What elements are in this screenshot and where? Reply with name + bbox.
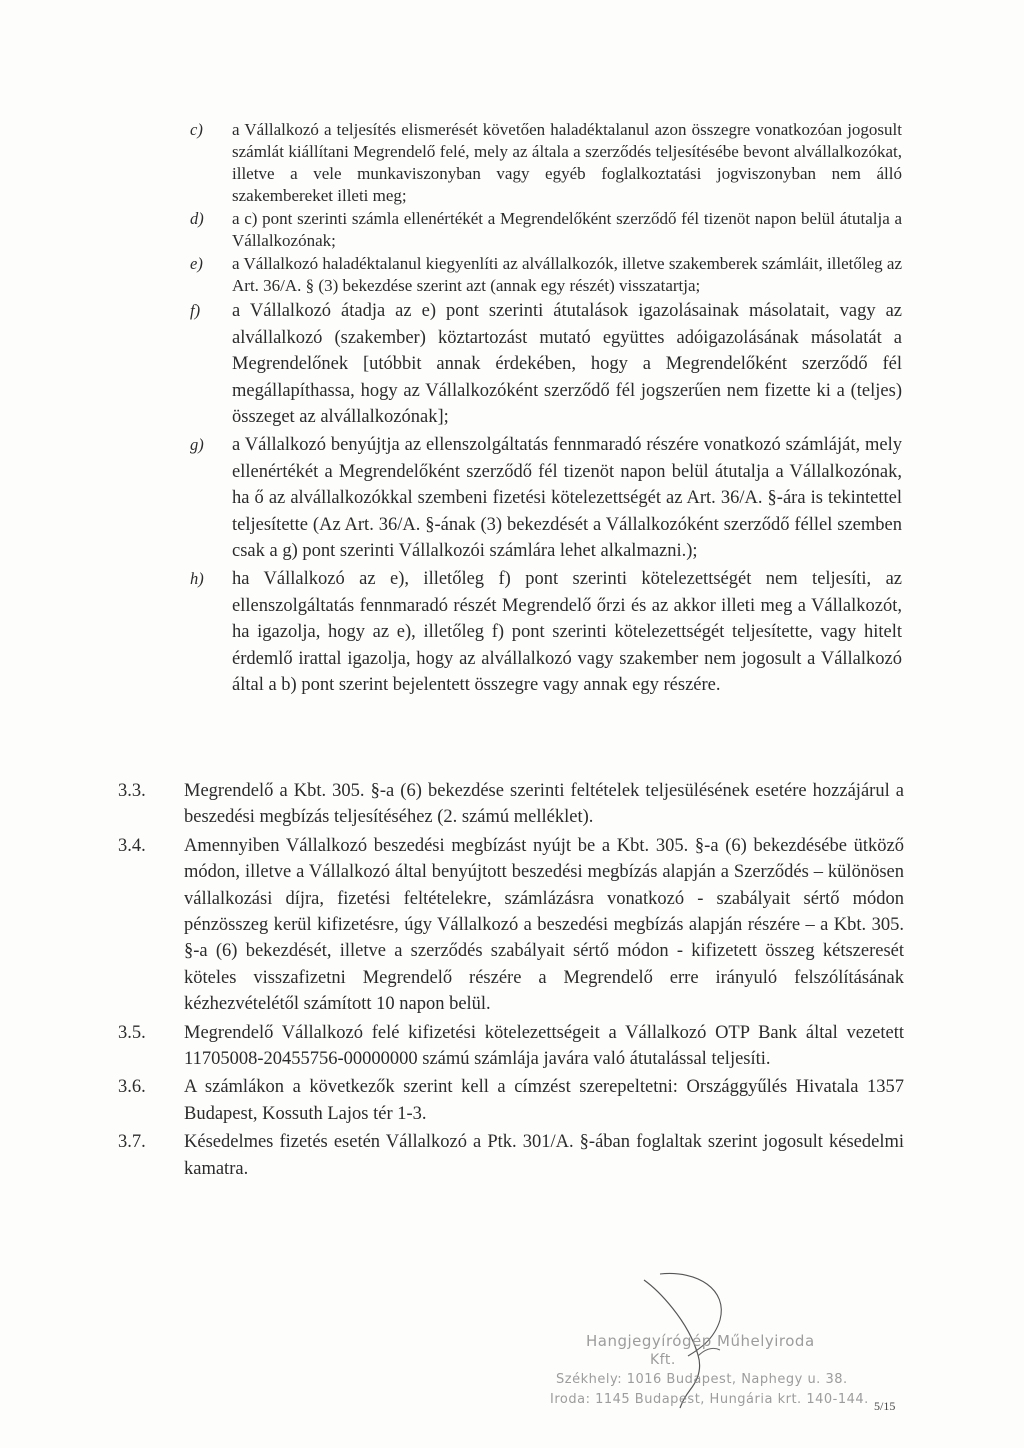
- list-item-text: a Vállalkozó benyújtja az ellenszolgáltatás fennmaradó részére vonatkozó számláját, mely ellenértékét a Megrendelőként szerződő fél tizenöt napon belül átutalja a Vállalkozónak, ha ő az alvállalkozókkal szembeni fizetési kötelezettségét az Art. 36/A. §-ára is tekintettel teljesítette (Az Art. 36/A. §-ának (3) bekezdését a Vállalkozóként szerződő féllel szemben csak a g) pont szerinti Vállalkozói számlára lehet alkalmazni.);: [232, 434, 902, 562]
- list-item: [190, 298, 902, 431]
- list-item-text: a Vállalkozó átadja az e) pont szerinti átutalások igazolásainak másolatait, vagy az alvállalkozó (szakember) köztartozást mutató együttes adóigazolásának másolatát a Megrendelőnek [utóbbit annak érdekében, hogy a Megrendelőként szerződő fél megállapíthassa, hogy az Vállalkozóként szerződő fél jogszerűen nem fizette ki a (teljes) összeget az alvállalkozónak];: [232, 301, 902, 428]
- list-marker: g): [190, 434, 204, 454]
- list-item: [190, 566, 902, 699]
- stamp-line: Székhely: 1016 Budapest, Naphegy u. 38.: [556, 1372, 848, 1387]
- clause-3-5: [118, 1020, 904, 1073]
- clause-number: 3.7.: [118, 1132, 146, 1153]
- clause-text: Megrendelő Vállalkozó felé kifizetési kötelezettségeit a Vállalkozó OTP Bank által vezetett 11705008-20455756-00000000 számú számlája javára való átutalással teljesíti.: [184, 1022, 904, 1070]
- list-marker: h): [190, 568, 204, 588]
- stamp-line: Kft.: [650, 1352, 676, 1368]
- clause-text: Amennyiben Vállalkozó beszedési megbízást nyújt be a Kbt. 305. §-a (6) bekezdésébe ütköző módon, illetve a Vállalkozó által benyújtott beszedési megbízás alapján a Szerződés – különösen vállalkozási díjra, fizetési feltételekre, számlázásra vonatkozó - szabályait sértő módon pénzösszeg kerül kifizetésre, úgy Vállalkozó a beszedési megbízás alapján részére – a Kbt. 305. §-a (6) bekezdését, illetve a szerződés szabályait sértő módon - kifizetett összeg kétszeresét köteles visszafizetni Megrendelő részére a Megrendelő erre irányuló felszólításának kézhezvételétől számított 10 napon belül.: [184, 835, 904, 1015]
- page-number: 5/15: [874, 1399, 896, 1413]
- stamp-line: Hangjegyírógép Műhelyiroda: [586, 1332, 815, 1350]
- clause-3-6: [118, 1074, 904, 1127]
- clause-text: Késedelmes fizetés esetén Vállalkozó a Ptk. 301/A. §-ában foglaltak szerint jogosult késedelmi kamatra.: [184, 1132, 904, 1179]
- list-item-text: a c) pont szerinti számla ellenértékét a Megrendelőként szerződő fél tizenöt napon belül átutalja a Vállalkozónak;: [232, 209, 902, 250]
- list-marker: f): [190, 301, 201, 320]
- clause-3-4: [118, 833, 904, 1018]
- clause-text: Megrendelő a Kbt. 305. §-a (6) bekezdése szerinti feltételek teljesülésének esetére hozzájárul a beszedési megbízás teljesítéséhez (2. számú melléklet).: [184, 781, 904, 828]
- list-item-text: a Vállalkozó haladéktalanul kiegyenlíti az alvállalkozók, illetve szakemberek számláit, illetőleg az Art. 36/A. § (3) bekezdése szerint azt (annak egy részét) visszatartja;: [232, 254, 902, 295]
- clause-number: 3.4.: [118, 835, 146, 856]
- list-item: [190, 253, 902, 297]
- clause-number: 3.5.: [118, 1022, 146, 1043]
- list-item: [190, 119, 902, 207]
- stamp-line: Iroda: 1145 Budapest, Hungária krt. 140-144.: [550, 1392, 869, 1407]
- list-item-text: a Vállalkozó a teljesítés elismerését követően haladéktalanul azon összegre vonatkozóan jogosult számlát kiállítani Megrendelő felé, mely az általa a szerződés teljesítésébe bevont alvállalkozókat, illetve a vele munkaviszonyban vagy egyéb foglalkoztatási jogviszonyban nem álló szakembereket illeti meg;: [232, 120, 902, 205]
- list-item: [190, 208, 902, 252]
- company-stamp: [548, 1260, 868, 1410]
- clause-text: A számlákon a következők szerint kell a címzést szerepeltetni: Országgyűlés Hivatala 1357 Budapest, Kossuth Lajos tér 1-3.: [184, 1077, 904, 1124]
- contract-clauses: [118, 778, 904, 1184]
- payment-steps-list: [190, 119, 902, 700]
- clause-3-7: [118, 1129, 904, 1182]
- clause-3-3: [118, 778, 904, 831]
- list-item: [190, 432, 902, 565]
- clause-number: 3.6.: [118, 1077, 146, 1098]
- list-item-text: ha Vállalkozó az e), illetőleg f) pont szerinti kötelezettségét nem teljesíti, az ellenszolgáltatás fennmaradó részét Megrendelő őrzi és az akkor illeti meg a Vállalkozót, ha igazolja, hogy az e), illetőleg f) pont szerinti kötelezettségét teljesítette, vagy hitelt érdemlő irattal igazolja, hogy az alvállalkozó vagy szakember nem jogosult a Vállalkozó által a b) pont szerint bejelentett összegre vagy annak egy részére.: [232, 568, 902, 696]
- list-marker: e): [190, 254, 203, 273]
- list-marker: d): [190, 209, 204, 228]
- clause-number: 3.3.: [118, 781, 146, 801]
- list-marker: c): [190, 120, 203, 139]
